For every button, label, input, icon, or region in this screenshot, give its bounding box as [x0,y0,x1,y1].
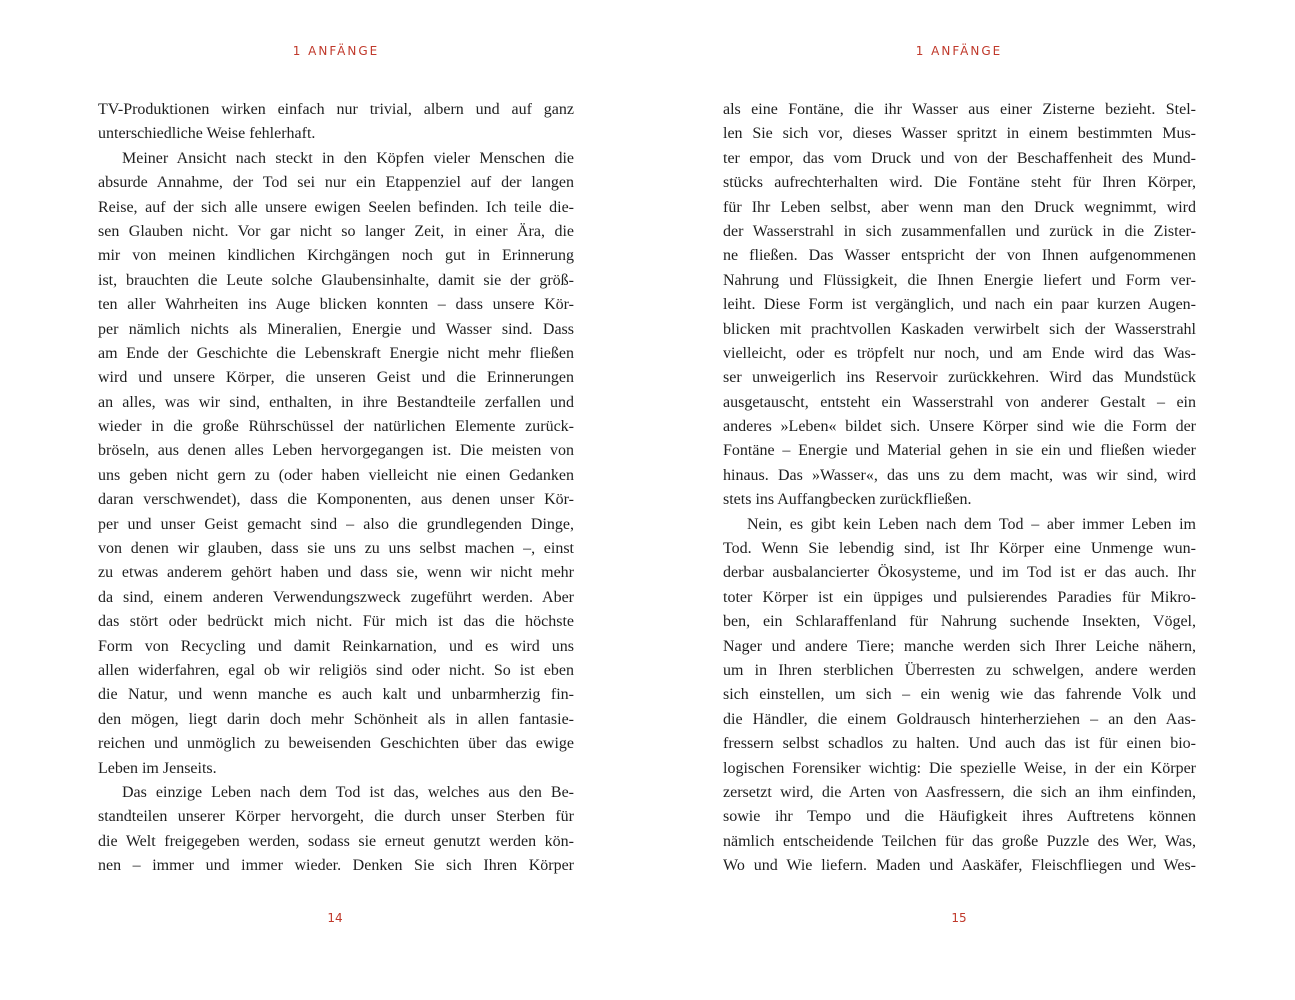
text-line: von denen wir glauben, dass sie uns zu uns selbst machen –, einst [98,540,574,558]
text-line: ter empor, das vom Druck und von der Beschaffenheit des Mund- [723,149,1196,167]
text-line: für Ihr Leben selbst, aber wenn man den Druck wegnimmt, wird [723,198,1196,216]
text-line: per und unser Geist gemacht sind – also die grundlegenden Dinge, [98,515,574,533]
text-line: sen Glauben nicht. Vor gar nicht so langer Zeit, in einer Ära, die [98,222,574,240]
text-line: vielleicht, oder es tröpfelt nur noch, und am Ende wird das Was- [723,344,1196,362]
text-line: den mögen, liegt darin doch mehr Schönheit als in allen fantasie- [98,710,574,728]
text-line: standteilen unserer Körper hervorgeht, die durch unser Sterben für [98,808,574,826]
text-line: blicken mit prachtvollen Kaskaden verwirbelt sich der Wasserstrahl [723,320,1196,338]
text-line: ne fließen. Das Wasser entspricht der von Ihnen aufgenommenen [723,247,1196,265]
text-line: die Natur, und wenn manche es auch kalt und unbarmherzig fin- [98,686,574,704]
text-line: die Händler, die einem Goldrausch hinterherziehen – an den Aas- [723,710,1196,728]
text-line: daran verschwendet), dass die Komponenten, aus denen unser Kör- [98,491,574,509]
body-text [723,98,1196,879]
page-number: 14 [327,911,343,925]
running-head: 1 ANFÄNGE [292,44,380,58]
text-line: stücks aufrechterhalten wird. Die Fontäne steht für Ihren Körper, [723,174,1196,192]
text-line: Wo und Wie liefern. Maden und Aaskäfer, Fleischfliegen und Wes- [723,857,1196,875]
text-line: Meiner Ansicht nach steckt in den Köpfen vieler Menschen die [122,149,574,167]
text-line: ser unweigerlich ins Reservoir zurückkehren. Wird das Mundstück [723,369,1196,387]
text-line: absurde Annahme, der Tod sei nur ein Etappenziel auf der langen [98,174,574,192]
text-line: der Wasserstrahl in sich zusammenfallen und zurück in die Zister- [723,222,1196,240]
body-text [98,98,574,879]
text-line: hinaus. Das »Wasser«, das uns zu dem macht, was wir sind, wird [723,466,1196,484]
text-line: Fontäne – Energie und Material gehen in sie ein und fließen wieder [723,442,1196,460]
text-line: toter Körper ist ein üppiges und pulsierendes Paradies für Mikro- [723,588,1196,606]
text-line: allen widerfahren, egal ob wir religiös sind oder nicht. So ist eben [98,661,574,679]
text-line: zu etwas anderem gehört haben und dass sie, wenn wir nicht mehr [98,564,574,582]
text-line: zersetzt wird, die Arten von Aasfressern, die sich an ihm einfinden, [723,783,1196,801]
text-line: Nahrung und Flüssigkeit, die Ihnen Energie liefert und Form ver- [723,271,1196,289]
text-line: bröseln, aus denen alles Leben hervorgegangen ist. Die meisten von [98,442,574,460]
text-line: sowie ihr Tempo und die Häufigkeit ihres Auftretens können [723,808,1196,826]
text-line: reichen und unmöglich zu beweisenden Geschichten über das ewige [98,735,574,753]
text-line: TV-Produktionen wirken einfach nur trivial, albern und auf ganz [98,101,574,118]
text-line: unterschiedliche Weise fehlerhaft. [98,125,316,143]
running-head: 1 ANFÄNGE [915,44,1003,58]
text-line: Form von Recycling und damit Reinkarnation, und es wird uns [98,637,574,655]
text-line: len Sie sich vor, dieses Wasser spritzt in einem bestimmten Mus- [723,125,1196,143]
text-line: ten aller Wahrheiten ins Auge blicken konnten – dass unsere Kör- [98,296,574,314]
text-line: anderes »Leben« bildet sich. Unsere Körper sind wie die Form der [723,418,1196,436]
text-line: nämlich entscheidende Teilchen für das große Puzzle des Wer, Was, [723,832,1196,850]
text-line: mir von meinen kindlichen Kirchgängen noch gut in Erinnerung [98,247,574,265]
text-line: ausgetauscht, entsteht ein Wasserstrahl von anderer Gestalt – ein [723,393,1196,411]
text-line: per nämlich nichts als Mineralien, Energie und Wasser sind. Dass [98,320,574,338]
text-line: nen – immer und immer wieder. Denken Sie sich Ihren Körper [98,857,574,875]
page-number: 15 [951,911,967,925]
text-line: wieder in die große Rührschüssel der natürlichen Elemente zurück- [98,418,574,436]
text-line: wird und unsere Körper, die unseren Geist und die Erinnerungen [98,369,574,387]
text-line: am Ende der Geschichte die Lebenskraft Energie nicht mehr fließen [98,344,574,362]
text-line: sich einstellen, um sich – ein wenig wie das fahrende Volk und [723,686,1196,704]
text-line: als eine Fontäne, die ihr Wasser aus einer Zisterne bezieht. Stel- [723,101,1196,118]
text-line: da sind, einem anderen Verwendungszweck zugeführt werden. Aber [98,588,574,606]
text-line: Leben im Jenseits. [98,759,217,777]
text-line: um in Ihren sterblichen Überresten zu schwelgen, andere werden [723,661,1196,679]
text-line: Tod. Wenn Sie lebendig sind, ist Ihr Körper eine Unmenge wun- [723,540,1196,558]
text-line: leiht. Diese Form ist vergänglich, und nach ein paar kurzen Augen- [723,296,1196,314]
text-line: uns geben nicht gern zu (oder haben vielleicht nie einen Gedanken [98,466,574,484]
text-line: stets ins Auffangbecken zurückfließen. [723,491,972,509]
text-line: logischen Forensiker wichtig: Die spezielle Weise, in der ein Körper [723,759,1196,777]
text-line: das stört oder bedrückt mich nicht. Für mich ist das die höchste [98,613,574,631]
text-line: an alles, was wir sind, enthalten, in ihre Bestandteile zerfallen und [98,393,574,411]
text-line: ist, brauchten die Leute solche Glaubensinhalte, damit sie der größ- [98,271,574,289]
text-line: die Welt freigegeben werden, sodass sie erneut genutzt werden kön- [98,832,574,850]
text-line: derbar ausbalancierter Ökosysteme, und im Tod ist er das auch. Ihr [723,564,1196,582]
right-page [648,0,1295,1000]
text-line: Nager und andere Tiere; manche werden sich Ihrer Leiche nähern, [723,637,1196,655]
text-line: Das einzige Leben nach dem Tod ist das, welches aus den Be- [122,783,574,801]
text-line: fressern selbst schadlos zu halten. Und auch das ist für einen bio- [723,735,1196,753]
text-line: Nein, es gibt kein Leben nach dem Tod – aber immer Leben im [747,515,1196,533]
text-line: Reise, auf der sich alle unsere ewigen Seelen befinden. Ich teile die- [98,198,574,216]
text-line: ben, ein Schlaraffenland für Nahrung suchende Insekten, Vögel, [723,613,1196,631]
